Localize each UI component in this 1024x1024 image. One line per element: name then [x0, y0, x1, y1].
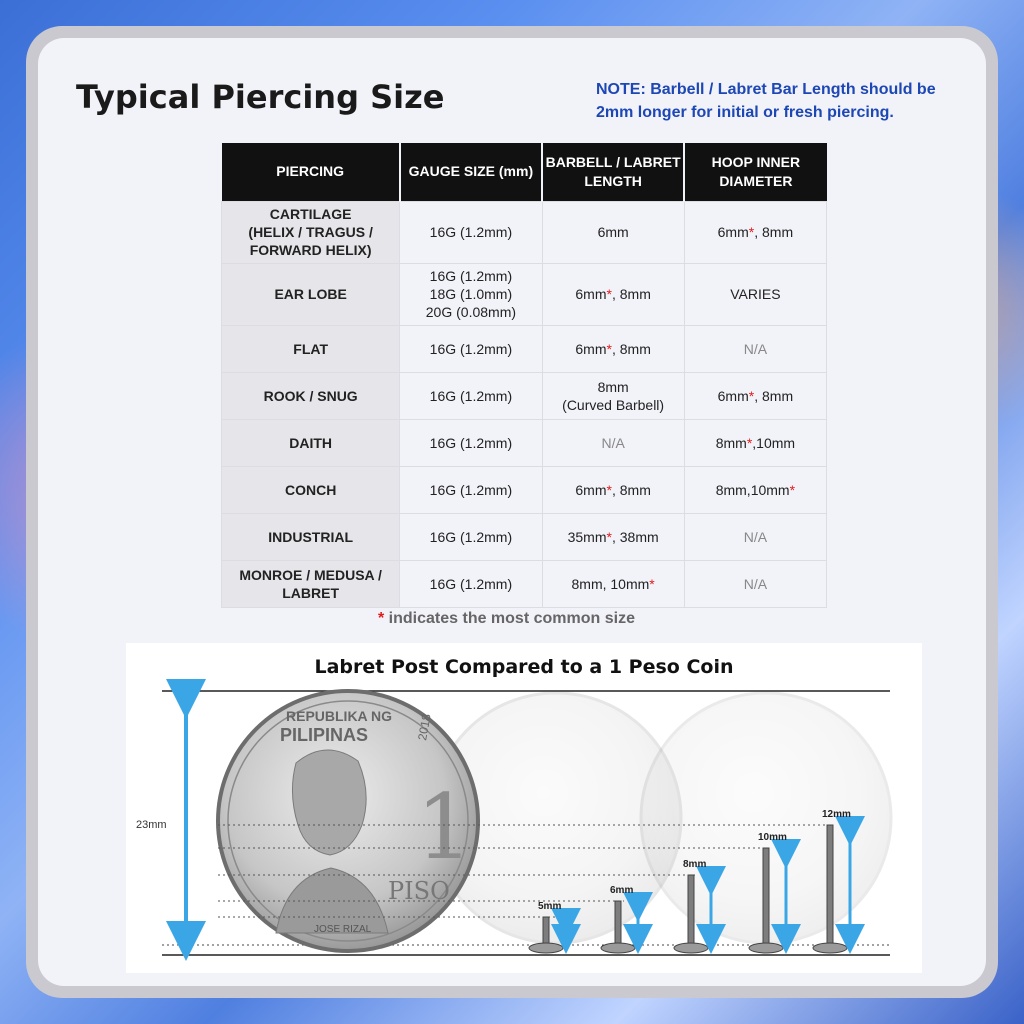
cell-gauge: 16G (1.2mm) [400, 419, 542, 466]
coin-comparison-panel [126, 643, 922, 973]
table-legend [378, 610, 635, 628]
table-row [222, 513, 827, 560]
cell-gauge: 16G (1.2mm) [400, 325, 542, 372]
post-length-label: 10mm [758, 832, 787, 843]
cell-hoop-diameter: N/A [684, 513, 826, 560]
legend-text: indicates the most common size [384, 610, 635, 627]
piercing-size-table [221, 143, 827, 608]
cell-piercing: ROOK / SNUG [222, 372, 400, 419]
common-size-asterisk: * [606, 528, 612, 545]
cell-barbell-length: 6mm [542, 201, 684, 263]
table-header-row [222, 143, 827, 201]
cell-barbell-length: 35mm*, 38mm [542, 513, 684, 560]
cell-piercing: MONROE / MEDUSA / LABRET [222, 560, 400, 607]
post-shaft [688, 875, 694, 945]
card-frame [26, 26, 998, 998]
coin-portrait-label: JOSE RIZAL [314, 924, 372, 935]
post-length-label: 6mm [610, 885, 634, 896]
coin-diameter-label: 23mm [136, 819, 167, 831]
post-disc [529, 943, 563, 953]
table-row [222, 263, 827, 325]
peso-coin [218, 691, 478, 951]
header-barbell: BARBELL / LABRET LENGTH [542, 143, 684, 201]
cell-gauge: 16G (1.2mm) [400, 201, 542, 263]
cell-hoop-diameter: N/A [684, 325, 826, 372]
header-piercing: PIERCING [222, 143, 400, 201]
common-size-asterisk: * [606, 286, 612, 302]
post-shaft [543, 917, 549, 945]
page-title: Typical Piercing Size [76, 78, 445, 116]
header-gauge: GAUGE SIZE (mm) [400, 143, 542, 201]
cell-barbell-length: 6mm*, 8mm [542, 263, 684, 325]
legend-asterisk: * [378, 610, 385, 627]
cell-barbell-length: 6mm*, 8mm [542, 325, 684, 372]
cell-hoop-diameter: 6mm*, 8mm [684, 201, 826, 263]
cell-hoop-diameter: 8mm,10mm* [684, 466, 826, 513]
cell-barbell-length: 8mm (Curved Barbell) [542, 372, 684, 419]
post-disc [749, 943, 783, 953]
cell-gauge: 16G (1.2mm) [400, 560, 542, 607]
coin-unit: PISO [388, 877, 450, 905]
table-row [222, 560, 827, 607]
coin-denomination: 1 [416, 775, 474, 880]
post-disc [674, 943, 708, 953]
cell-gauge: 16G (1.2mm) [400, 466, 542, 513]
cell-gauge: 16G (1.2mm) [400, 513, 542, 560]
post-length-label: 5mm [538, 901, 562, 912]
table-row [222, 372, 827, 419]
common-size-asterisk: * [746, 434, 753, 451]
cell-barbell-length: 8mm, 10mm* [542, 560, 684, 607]
post-length-label: 12mm [822, 809, 851, 820]
common-size-asterisk: * [606, 340, 612, 357]
cell-hoop-diameter: 8mm*,10mm [684, 419, 826, 466]
post-disc [813, 943, 847, 953]
card-content [38, 38, 986, 986]
post-length-label: 8mm [683, 859, 707, 870]
cell-hoop-diameter: N/A [684, 560, 826, 607]
table-row [222, 201, 827, 263]
coin-top-text: REPUBLIKA NG [286, 708, 393, 724]
post-shaft [763, 848, 769, 945]
fresh-piercing-note: NOTE: Barbell / Labret Bar Length should be 2mm longer for initial or fresh piercing. [596, 81, 936, 121]
table-row [222, 419, 827, 466]
table-row [222, 325, 827, 372]
common-size-asterisk: * [789, 481, 796, 498]
cell-barbell-length: N/A [542, 419, 684, 466]
table-body [222, 201, 827, 607]
cell-hoop-diameter: VARIES [684, 263, 826, 325]
common-size-asterisk: * [606, 481, 612, 498]
post-shaft [615, 901, 621, 945]
cell-piercing: FLAT [222, 325, 400, 372]
cell-hoop-diameter: 6mm*, 8mm [684, 372, 826, 419]
comparison-title: Labret Post Compared to a 1 Peso Coin [314, 656, 734, 678]
cell-piercing: DAITH [222, 419, 400, 466]
cell-piercing: EAR LOBE [222, 263, 400, 325]
post-shaft [827, 825, 833, 945]
common-size-asterisk: * [649, 575, 655, 592]
header-hoop: HOOP INNER DIAMETER [684, 143, 826, 201]
cell-piercing: CARTILAGE (HELIX / TRAGUS / FORWARD HELIX) [222, 201, 400, 263]
comparison-illustration [126, 643, 922, 973]
common-size-asterisk: * [748, 224, 755, 240]
cell-gauge: 16G (1.2mm) [400, 372, 542, 419]
coin-country: PILIPINAS [280, 725, 369, 745]
cell-piercing: INDUSTRIAL [222, 513, 400, 560]
common-size-asterisk: * [748, 387, 755, 404]
coin-year: 2018 [415, 712, 434, 742]
cell-gauge: 16G (1.2mm) 18G (1.0mm) 20G (0.08mm) [400, 263, 542, 325]
cell-piercing: CONCH [222, 466, 400, 513]
table-row [222, 466, 827, 513]
post-disc [601, 943, 635, 953]
cell-barbell-length: 6mm*, 8mm [542, 466, 684, 513]
